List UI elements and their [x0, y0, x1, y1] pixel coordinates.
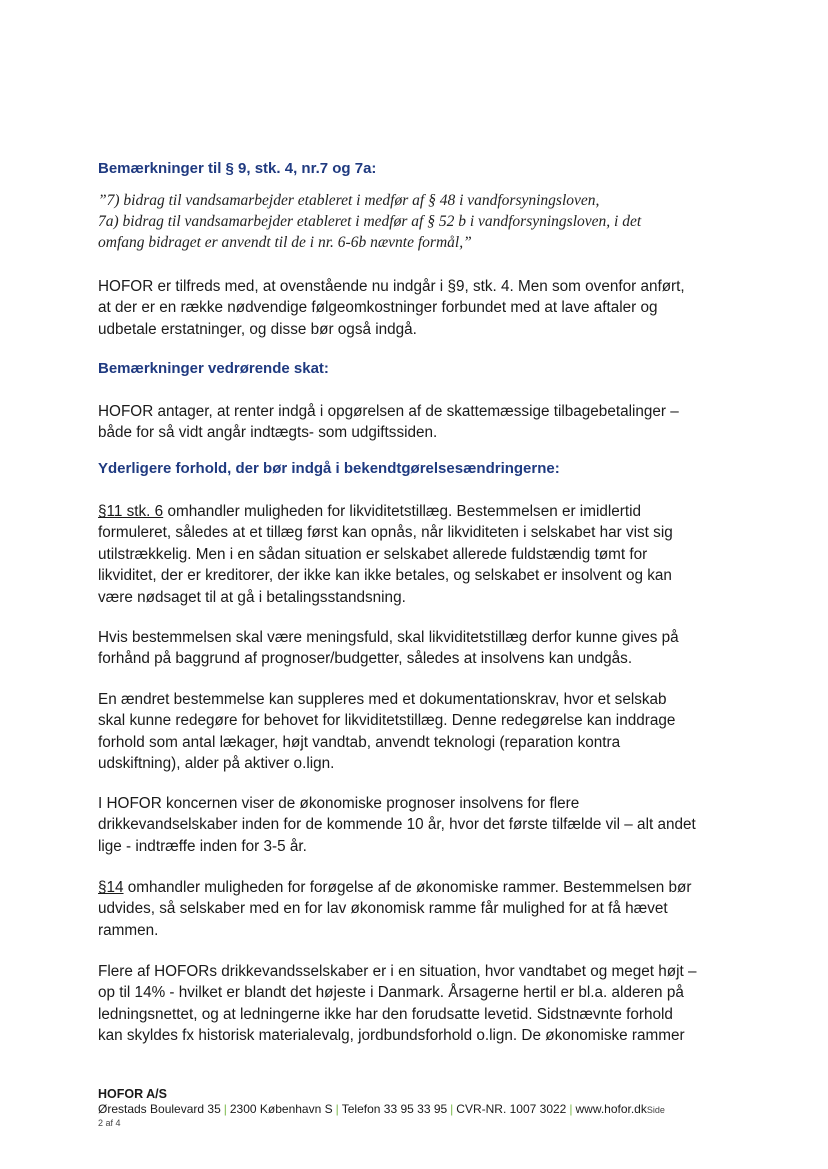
paragraph-meaningful-provision [98, 627, 679, 670]
heading-remarks-tax: Bemærkninger vedrørende skat: [98, 360, 329, 377]
footer-side-label: Side [646, 1105, 665, 1115]
paragraph-line: være nødsaget til at gå i betalingsstandsning. [98, 588, 406, 606]
quote-line: ”7) bidrag til vandsamarbejder etableret i medfør af § 48 i vandforsyningsloven, [98, 192, 600, 209]
paragraph-insolvency-forecast [98, 793, 696, 857]
paragraph-line: udskiftning), alder på aktiver o.lign. [98, 755, 335, 773]
paragraph-line: forhånd på baggrund af prognoser/budgetter, således at insolvens kan undgås. [98, 650, 633, 668]
quote-line: 7a) bidrag til vandsamarbejder etableret i medfør af § 52 b i vandforsyningsloven, i det [98, 213, 642, 230]
paragraph-documentation-requirement [98, 689, 675, 775]
section-11-reference: §11 stk. 6 [98, 503, 164, 520]
footer-company-name: HOFOR A/S [98, 1087, 167, 1101]
paragraph-section-14 [98, 877, 691, 941]
paragraph-line: §14 omhandler muligheden for forøgelse af de økonomiske rammer. Bestemmelsen bør [98, 879, 692, 896]
paragraph-line: både for så vidt angår indtægts- som udgiftssiden. [98, 424, 438, 442]
paragraph-line: at der er en række nødvendige følgeomkostninger forbundet med at lave aftaler og [98, 299, 658, 317]
paragraph-hofor-satisfied [98, 276, 685, 340]
legal-quote [98, 190, 641, 253]
footer-cvr: CVR-NR. 1007 3022 [456, 1102, 567, 1116]
footer-postal: 2300 København S [229, 1102, 333, 1116]
footer-street: Ørestads Boulevard 35 [98, 1102, 221, 1116]
paragraph-line: En ændret bestemmelse kan suppleres med et dokumentationskrav, hvor et selskab [98, 691, 667, 708]
paragraph-line: forhold som antal lækager, højt vandtab, anvendt teknologi (reparation kontra [98, 733, 621, 751]
paragraph-line: HOFOR antager, at renter indgå i opgørelsen af de skattemæssige tilbagebetalinger – [98, 403, 679, 420]
footer-separator: | [335, 1102, 339, 1116]
section-14-reference: §14 [98, 879, 124, 896]
footer-separator: | [569, 1102, 573, 1116]
paragraph-line: rammen. [98, 921, 159, 939]
heading-remarks-section-9: Bemærkninger til § 9, stk. 4, nr.7 og 7a: [98, 160, 377, 177]
paragraph-line: Hvis bestemmelsen skal være meningsfuld, skal likviditetstillæg derfor kunne gives på [98, 629, 679, 646]
paragraph-line: lige - indtræffe inden for 3-5 år. [98, 837, 307, 855]
paragraph-line: formuleret, således at et tillæg først kan opnås, når likviditeten i selskabet har vist sig [98, 524, 673, 542]
heading-further-matters: Yderligere forhold, der bør indgå i bekendtgørelsesændringerne: [98, 460, 560, 477]
paragraph-line: I HOFOR koncernen viser de økonomiske prognoser insolvens for flere [98, 795, 580, 812]
paragraph-line: udvides, så selskaber med en for lav økonomisk ramme får mulighed for at få hævet [98, 900, 668, 918]
paragraph-line: HOFOR er tilfreds med, at ovenstående nu indgår i §9, stk. 4. Men som ovenfor anført, [98, 278, 685, 295]
footer-page-number: 2 af 4 [98, 1118, 121, 1128]
footer-separator: | [223, 1102, 227, 1116]
footer-address-line [98, 1102, 665, 1118]
paragraph-line: §11 stk. 6 omhandler muligheden for likviditetstillæg. Bestemmelsen er imidlertid [98, 503, 642, 520]
paragraph-line: ledningsnettet, og at ledningerne ikke har den forudsatte levetid. Sidstnævnte forhold [98, 1005, 673, 1023]
paragraph-section-11 [98, 501, 673, 608]
paragraph-line: kan skyldes fx historisk materialevalg, jordbundsforhold o.lign. De økonomiske rammer [98, 1027, 685, 1045]
paragraph-water-loss [98, 961, 697, 1047]
page-footer [98, 1087, 665, 1129]
footer-phone: Telefon 33 95 33 95 [341, 1102, 448, 1116]
footer-website-link[interactable]: www.hofor.dk [575, 1102, 647, 1116]
paragraph-tax [98, 401, 679, 444]
footer-separator: | [450, 1102, 454, 1116]
paragraph-line: udbetale erstatninger, og disse bør også indgå. [98, 320, 417, 338]
quote-line: omfang bidraget er anvendt til de i nr. 6-6b nævnte formål,” [98, 234, 472, 251]
paragraph-line: skal kunne redegøre for behovet for likviditetstillæg. Denne redegørelse kan inddrage [98, 712, 676, 730]
paragraph-line: drikkevandselskaber inden for de kommende 10 år, hvor det første tilfælde vil – alt andet [98, 816, 696, 834]
paragraph-line: utilstrækkelig. Men i en sådan situation er selskabet allerede fuldstændig tømt for [98, 545, 648, 563]
paragraph-line: Flere af HOFORs drikkevandsselskaber er i en situation, hvor vandtabet og meget højt – [98, 963, 697, 980]
paragraph-line: op til 14% - hvilket er blandt det højeste i Danmark. Årsagerne hertil er bl.a. alderen på [98, 984, 684, 1002]
paragraph-line: likviditet, der er kreditorer, der ikke kan ikke betales, og selskabet er insolvent og kan [98, 567, 672, 585]
